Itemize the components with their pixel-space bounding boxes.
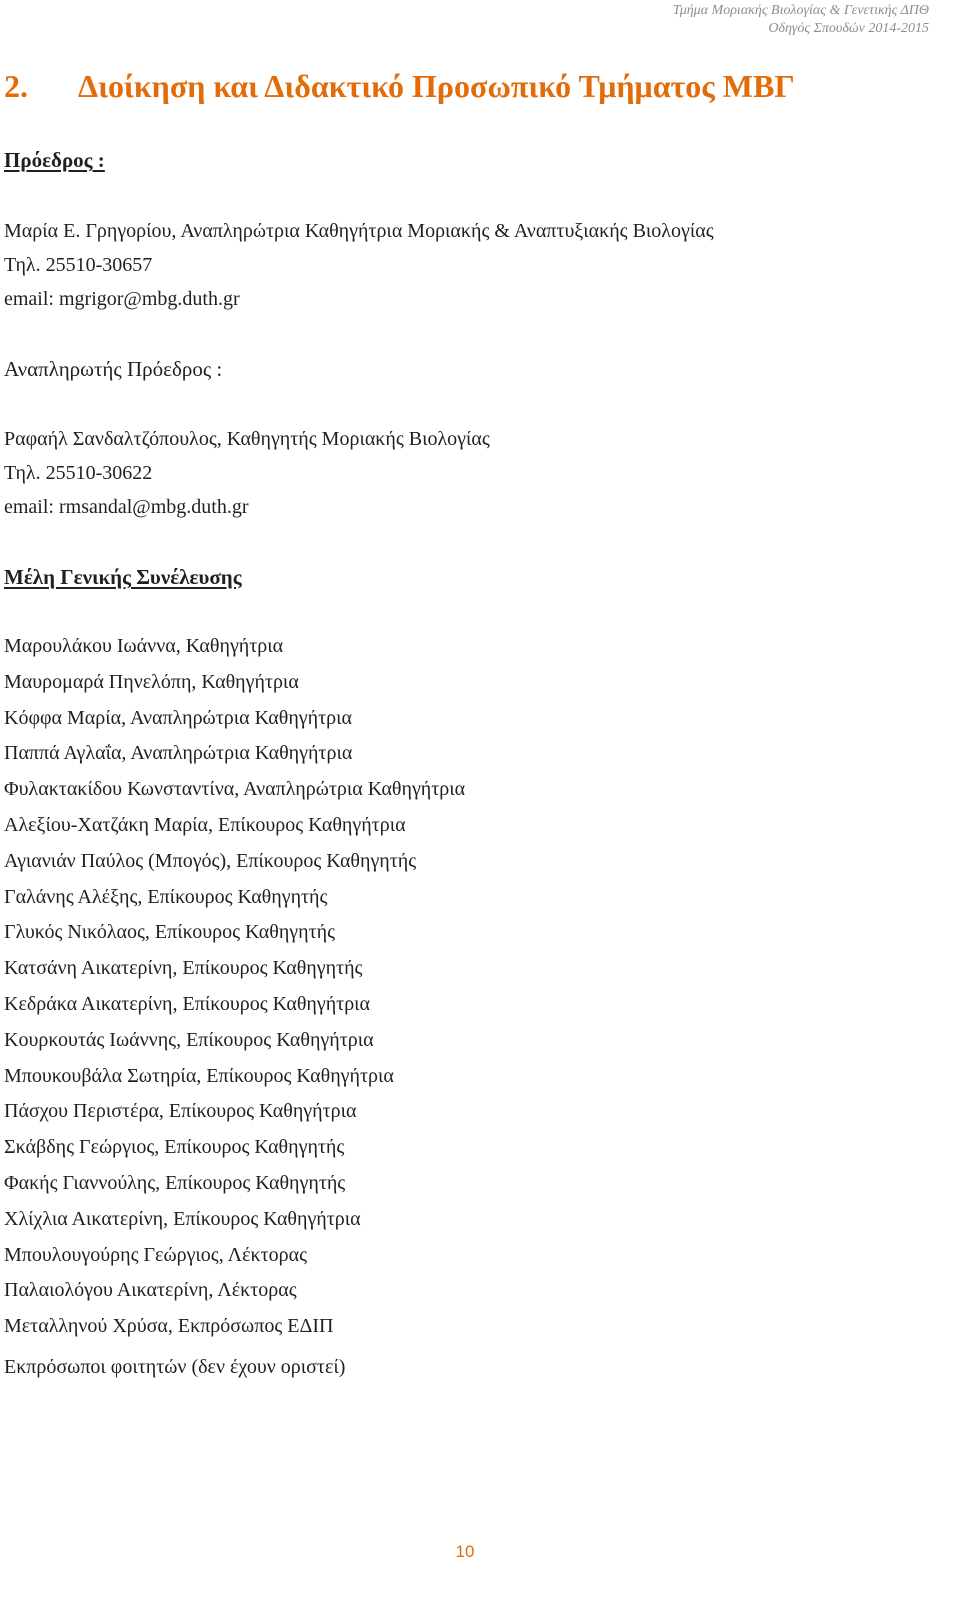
president-heading: Πρόεδρος : (4, 148, 105, 172)
section-heading (4, 66, 795, 106)
list-item: Μαρουλάκου Ιωάννα, Καθηγήτρια (4, 635, 284, 657)
list-item: Αλεξίου-Χατζάκη Μαρία, Επίκουρος Καθηγήτρια (4, 813, 406, 836)
vice-president-phone: Τηλ. 25510-30622 (4, 462, 153, 484)
list-item: Γαλάνης Αλέξης, Επίκουρος Καθηγητής (4, 885, 328, 908)
list-item: Φακής Γιαννούλης, Επίκουρος Καθηγητής (4, 1171, 346, 1194)
list-item: Μπουλουγούρης Γεώργιος, Λέκτορας (4, 1243, 308, 1266)
list-item: Μεταλληνού Χρύσα, Εκπρόσωπος ΕΔΙΠ (4, 1315, 334, 1338)
list-item: Χλίχλια Αικατερίνη, Επίκουρος Καθηγήτρια (4, 1207, 361, 1230)
list-item: Πάσχου Περιστέρα, Επίκουρος Καθηγήτρια (4, 1100, 357, 1123)
list-item: Κουρκουτάς Ιωάννης, Επίκουρος Καθηγήτρια (4, 1028, 374, 1051)
list-item: Κεδράκα Αικατερίνη, Επίκουρος Καθηγήτρια (4, 992, 371, 1015)
vice-president-heading: Αναπληρωτής Πρόεδρος : (4, 357, 223, 381)
list-item: Μαυρομαρά Πηνελόπη, Καθηγήτρια (4, 670, 299, 693)
president-name: Μαρία Ε. Γρηγορίου, Αναπληρώτρια Καθηγήτρια Μοριακής & Αναπτυξιακής Βιολογίας (4, 220, 714, 242)
page-number: 10 (455, 1542, 475, 1561)
list-item: Κόφφα Μαρία, Αναπληρώτρια Καθηγήτρια (4, 706, 352, 729)
vice-president-email: email: rmsandal@mbg.duth.gr (4, 496, 249, 518)
assembly-members-list (4, 629, 465, 1345)
list-item: Φυλακτακίδου Κωνσταντίνα, Αναπληρώτρια Καθηγήτρια (4, 778, 466, 801)
list-item: Μπουκουβάλα Σωτηρία, Επίκουρος Καθηγήτρια (4, 1064, 394, 1087)
list-item: Παππά Αγλαΐα, Αναπληρώτρια Καθηγήτρια (4, 742, 353, 765)
section-number: 2. (4, 68, 28, 104)
president-email: email: mgrigor@mbg.duth.gr (4, 288, 240, 310)
running-header-department: Τμήμα Μοριακής Βιολογίας & Γενετικής ΔΠΘ (672, 3, 929, 18)
assembly-heading: Μέλη Γενικής Συνέλευσης (4, 565, 242, 589)
list-item: Σκάβδης Γεώργιος, Επίκουρος Καθηγητής (4, 1136, 345, 1159)
list-item: Γλυκός Νικόλαος, Επίκουρος Καθηγητής (4, 921, 335, 944)
list-item: Παλαιολόγου Αικατερίνη, Λέκτορας (4, 1279, 297, 1302)
list-item: Κατσάνη Αικατερίνη, Επίκουρος Καθηγητής (4, 957, 363, 980)
student-representatives-note: Εκπρόσωποι φοιτητών (δεν έχουν οριστεί) (4, 1356, 346, 1378)
vice-president-name: Ραφαήλ Σανδαλτζόπουλος, Καθηγητής Μοριακής Βιολογίας (4, 428, 490, 450)
running-header-guide: Οδηγός Σπουδών 2014-2015 (768, 21, 929, 36)
president-phone: Τηλ. 25510-30657 (4, 254, 153, 276)
list-item: Αγιανιάν Παύλος (Μπογός), Επίκουρος Καθηγητής (4, 849, 417, 872)
running-header (673, 2, 929, 38)
section-title: Διοίκηση και Διδακτικό Προσωπικό Τμήματος ΜΒΓ (78, 68, 795, 104)
